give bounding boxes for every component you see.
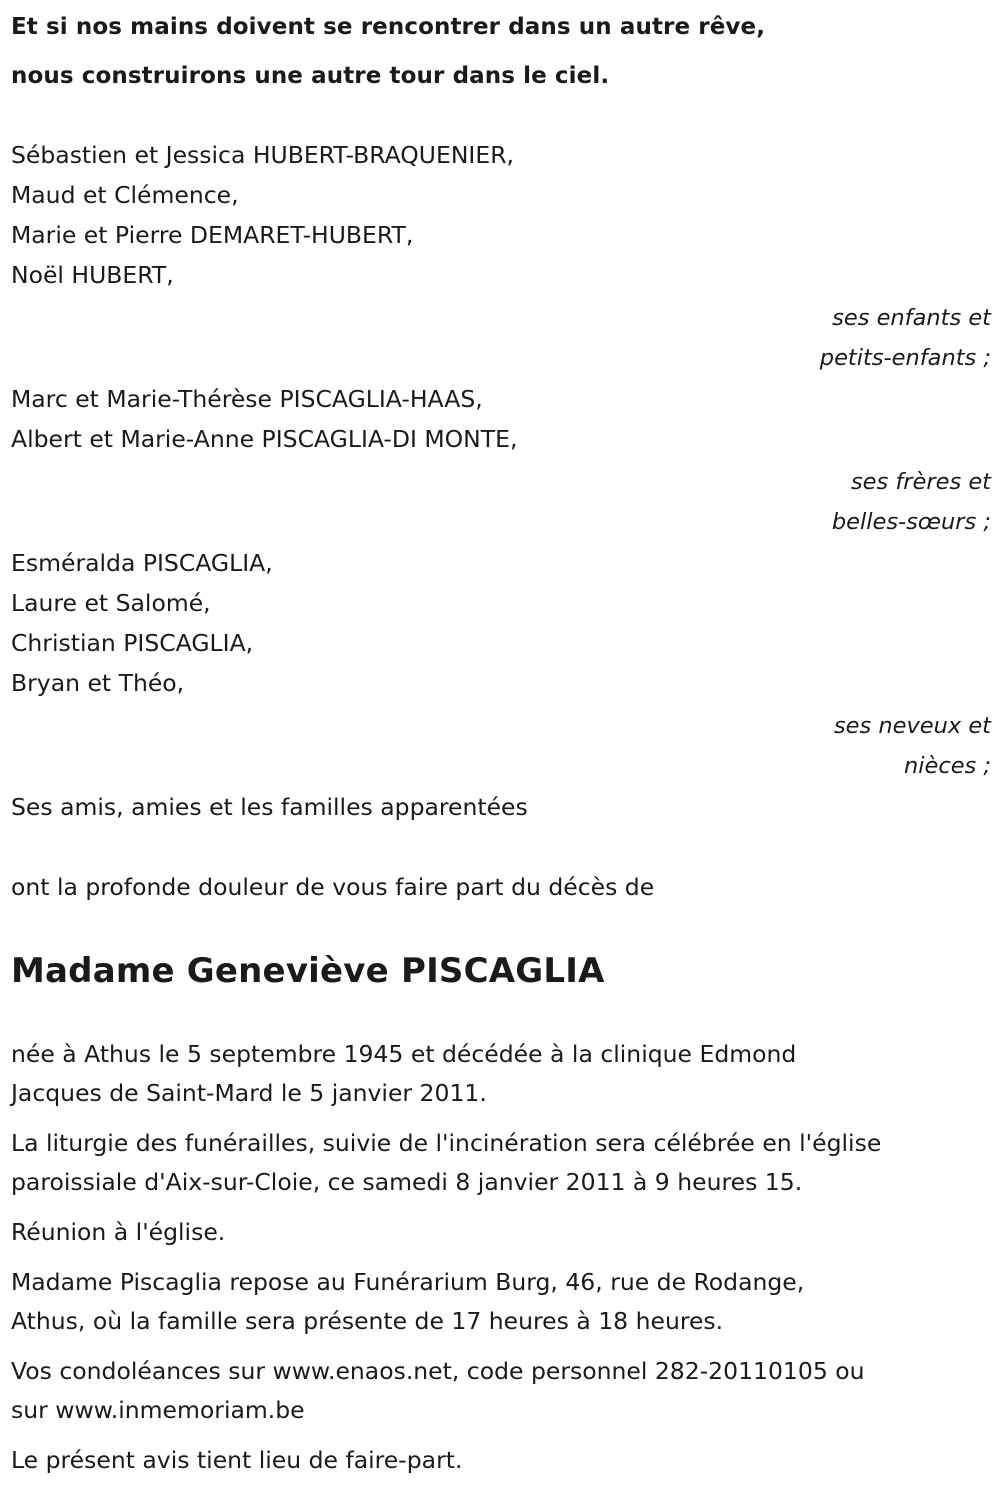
family-name-line: Maud et Clémence, (11, 181, 239, 209)
deceased-name: Madame Geneviève PISCAGLIA (11, 951, 605, 991)
obituary-notice (11, 0, 991, 1491)
family-name-line: Marc et Marie-Thérèse PISCAGLIA-HAAS, (11, 385, 483, 413)
paragraph-line: Vos condoléances sur www.enaos.net, code personnel 282-20110105 ou (11, 1357, 865, 1385)
relationship-line: ses frères et (850, 469, 991, 495)
relationship-label (11, 462, 991, 542)
family-group-siblings (11, 379, 991, 459)
paragraph-line: née à Athus le 5 septembre 1945 et décédée à la clinique Edmond (11, 1040, 797, 1068)
relationship-line: ses neveux et (833, 713, 991, 739)
details (11, 1035, 991, 1480)
relationship-line: ses enfants et (832, 305, 991, 331)
paragraph-line: Athus, où la famille sera présente de 17 heures à 18 heures. (11, 1307, 724, 1335)
funeral-paragraph (11, 1124, 991, 1202)
paragraph-line: La liturgie des funérailles, suivie de l'incinération sera célébrée en l'église (11, 1129, 882, 1157)
family-name-line: Albert et Marie-Anne PISCAGLIA-DI MONTE, (11, 425, 518, 453)
meeting-paragraph (11, 1213, 991, 1252)
epigraph (11, 3, 991, 101)
paragraph-line: Le présent avis tient lieu de faire-part. (11, 1446, 463, 1474)
family-name-line: Bryan et Théo, (11, 669, 185, 697)
friends-line: Ses amis, amies et les familles apparentées (11, 793, 528, 821)
family-name-line: Laure et Salomé, (11, 589, 211, 617)
notice-paragraph (11, 1441, 991, 1480)
relationship-line: petits-enfants ; (819, 345, 991, 371)
relationship-label (11, 298, 991, 378)
condolences-paragraph (11, 1352, 991, 1430)
family-name-line: Christian PISCAGLIA, (11, 629, 254, 657)
family-group-children (11, 135, 991, 295)
paragraph-line: sur www.inmemoriam.be (11, 1396, 305, 1424)
spacer (11, 101, 991, 135)
family-group-nephews (11, 543, 991, 703)
funerarium-paragraph (11, 1263, 991, 1341)
family-name-line: Esméralda PISCAGLIA, (11, 549, 273, 577)
announcement-line: ont la profonde douleur de vous faire part du décès de (11, 873, 655, 901)
family-name-line: Noël HUBERT, (11, 261, 174, 289)
paragraph-line: Madame Piscaglia repose au Funérarium Burg, 46, rue de Rodange, (11, 1268, 805, 1296)
paragraph-line: Jacques de Saint-Mard le 5 janvier 2011. (11, 1079, 487, 1107)
relationship-line: belles-sœurs ; (831, 509, 991, 535)
relationship-label (11, 706, 991, 786)
epigraph-line: nous construirons une autre tour dans le ciel. (11, 63, 610, 89)
relationship-line: nièces ; (903, 753, 991, 779)
family-name-line: Sébastien et Jessica HUBERT-BRAQUENIER, (11, 141, 515, 169)
birth-death-paragraph (11, 1035, 991, 1113)
paragraph-line: paroissiale d'Aix-sur-Cloie, ce samedi 8 janvier 2011 à 9 heures 15. (11, 1168, 803, 1196)
family-name-line: Marie et Pierre DEMARET-HUBERT, (11, 221, 414, 249)
paragraph-line: Réunion à l'église. (11, 1218, 226, 1246)
epigraph-line: Et si nos mains doivent se rencontrer dans un autre rêve, (11, 14, 766, 40)
